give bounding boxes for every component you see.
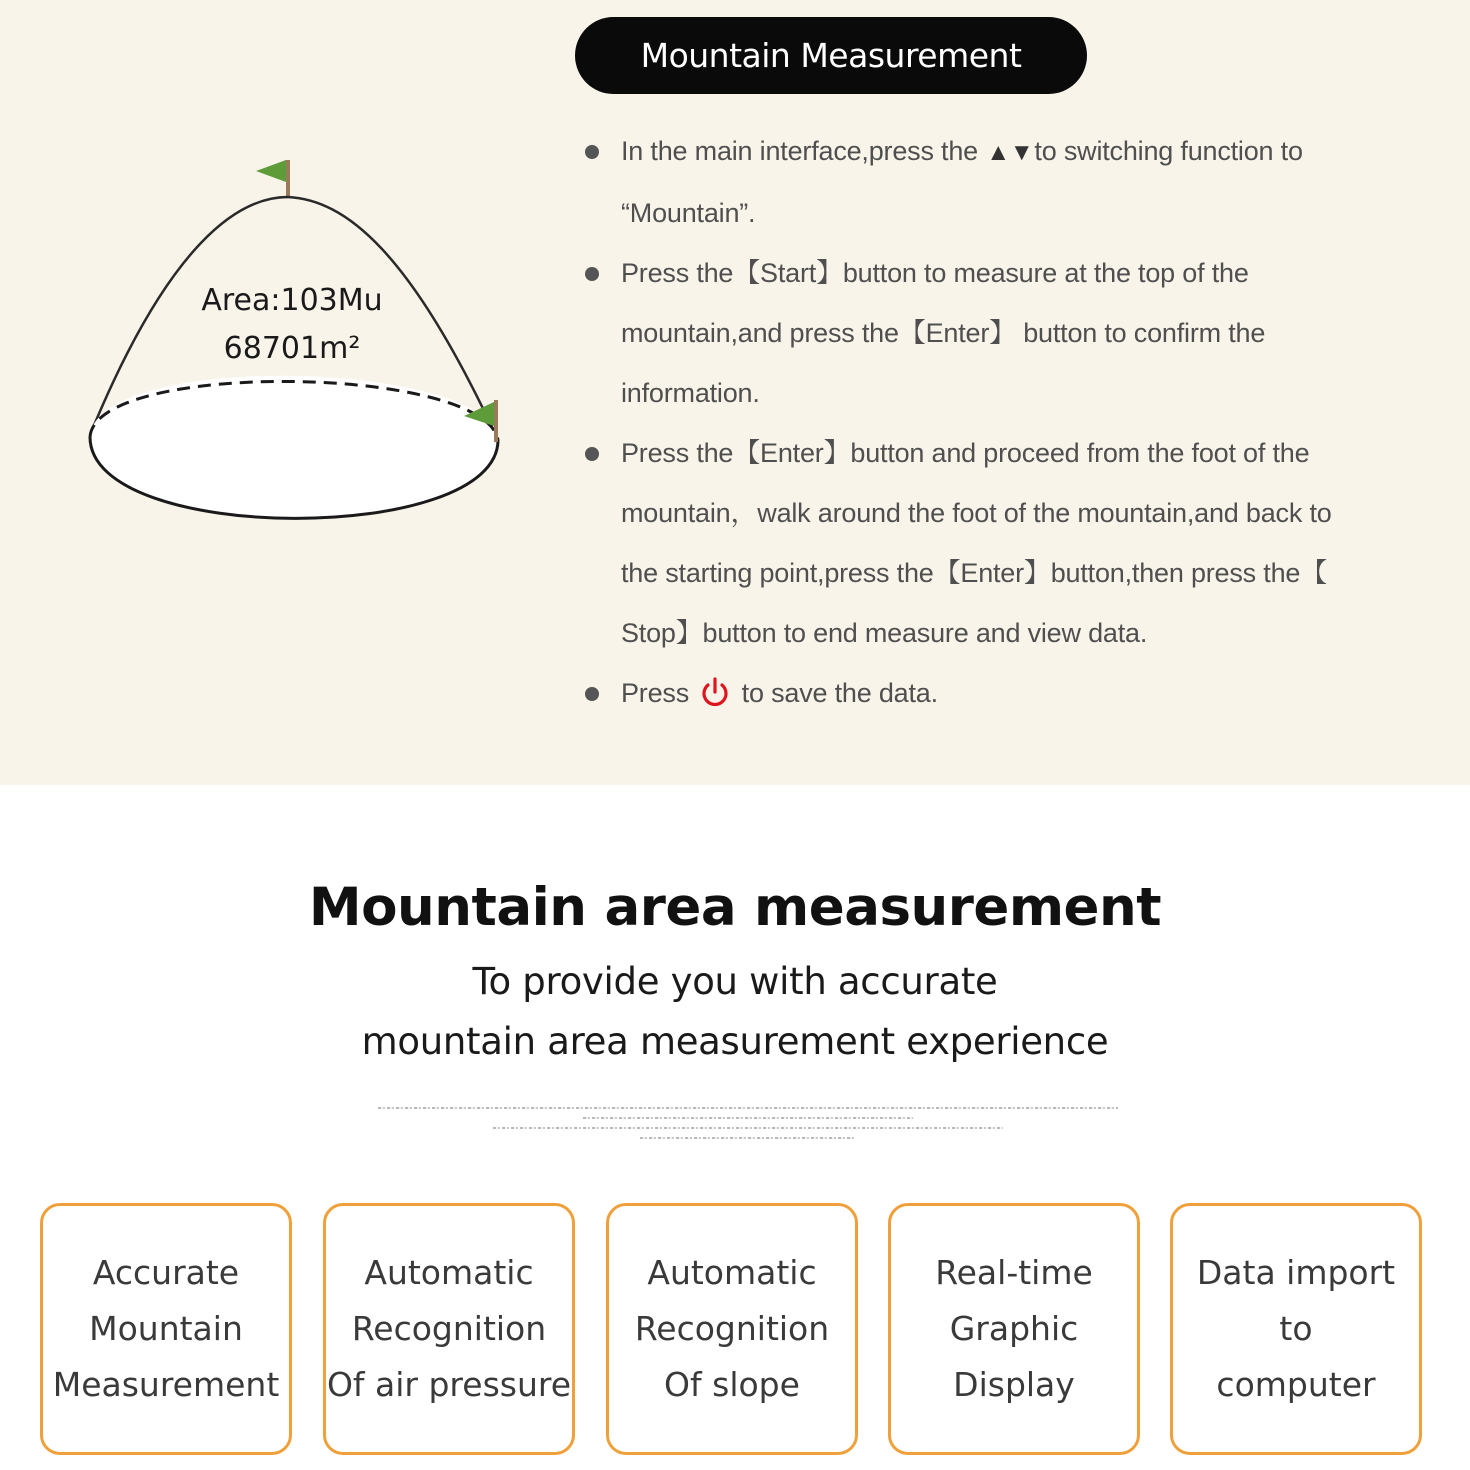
step-2-line-3: information. xyxy=(621,378,760,408)
instruction-step-4: Press to save the data. xyxy=(583,663,1423,723)
step-2-line-1: Press the【Start】button to measure at the top of the xyxy=(621,258,1249,288)
bullet-dot xyxy=(585,447,599,461)
mountain-diagram xyxy=(80,150,520,520)
instruction-step-3 xyxy=(583,423,1423,663)
area-m2-label: 68701m² xyxy=(223,331,361,366)
subheading-line-1: To provide you with accurate xyxy=(472,960,998,1003)
decorative-fine-print xyxy=(375,1107,1120,1147)
up-down-arrows-icon: ▲▼ xyxy=(986,139,1034,166)
instruction-list xyxy=(583,121,1423,723)
feature-card-data-import: Data import to computer xyxy=(1170,1203,1422,1455)
power-icon xyxy=(700,676,730,710)
feature-card-mountain-measurement: Accurate Mountain Measurement xyxy=(40,1203,292,1455)
feature-card-graphic-display: Real-time Graphic Display xyxy=(888,1203,1140,1455)
step-1-line-2: “Mountain”. xyxy=(621,198,756,228)
bullet-dot xyxy=(585,267,599,281)
section-title: Mountain Measurement xyxy=(640,36,1022,75)
step-1-line-1: In the main interface,press the ▲▼to switching function to xyxy=(621,136,1303,166)
step-3-line-2: mountain，walk around the foot of the mountain,and back to xyxy=(621,498,1332,528)
mountain-base-back xyxy=(90,376,498,440)
step-3-line-4: Stop】button to end measure and view data. xyxy=(621,618,1148,648)
step-2-line-2: mountain,and press the【Enter】 button to confirm the xyxy=(621,318,1266,348)
main-heading: Mountain area measurement xyxy=(308,877,1162,938)
instruction-step-2 xyxy=(583,243,1423,423)
step-3-line-3: the starting point,press the【Enter】button,then press the【 xyxy=(621,558,1327,588)
area-mu-label: Area:103Mu xyxy=(201,283,383,318)
feature-card-slope: Automatic Recognition Of slope xyxy=(606,1203,858,1455)
step-3-line-1: Press the【Enter】button and proceed from the foot of the xyxy=(621,438,1310,468)
feature-card-air-pressure: Automatic Recognition Of air pressure xyxy=(323,1203,575,1455)
mountain-base xyxy=(90,437,498,518)
instruction-step-1 xyxy=(583,121,1423,243)
bullet-dot xyxy=(585,687,599,701)
bullet-dot xyxy=(585,145,599,159)
flag-icon xyxy=(256,160,288,197)
section-title-pill xyxy=(575,17,1087,94)
subheading-line-2: mountain area measurement experience xyxy=(361,1020,1109,1063)
